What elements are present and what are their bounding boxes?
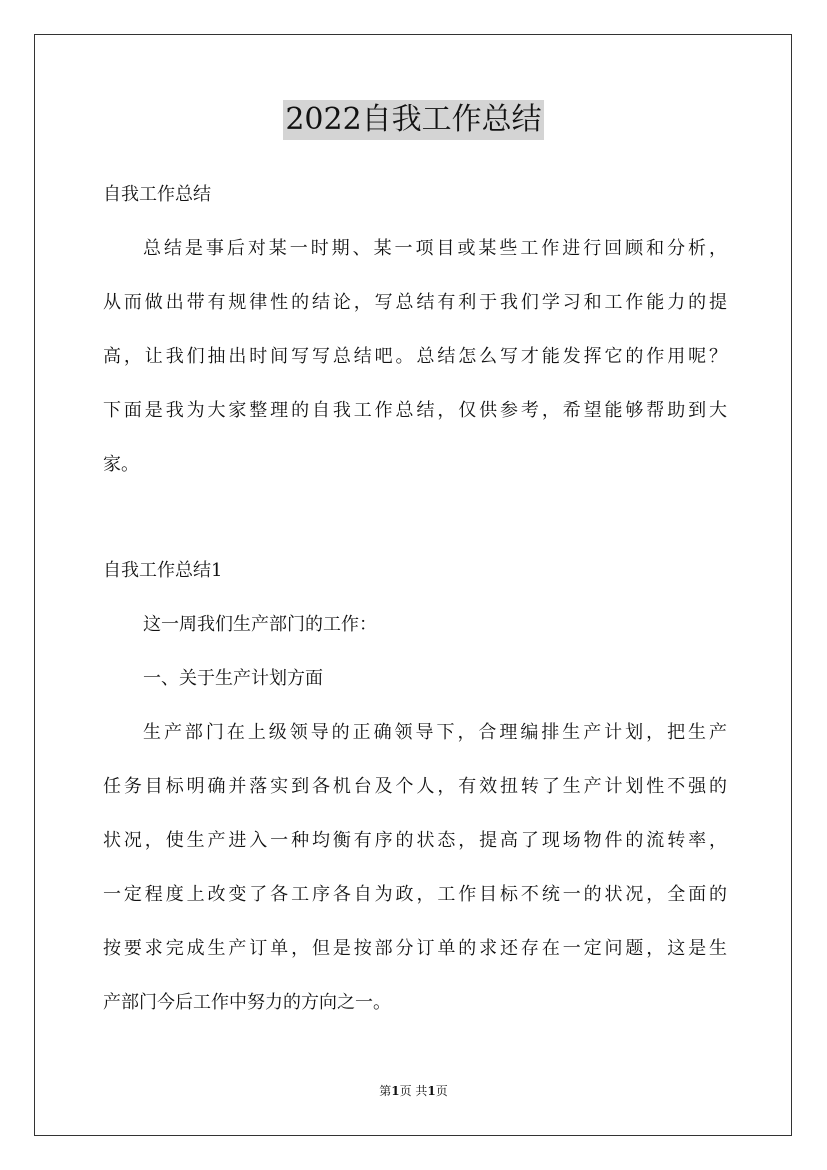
- intro-paragraph: [103, 228, 727, 486]
- title-container: [0, 100, 827, 140]
- footer-mid: 页 共: [399, 1084, 428, 1098]
- footer-total-pages: 1: [427, 1084, 436, 1098]
- intro-line: 高，让我们抽出时间写写总结吧。总结怎么写才能发挥它的作用呢？: [103, 346, 727, 367]
- section-paragraph: [103, 712, 727, 1024]
- document-body: [103, 174, 727, 1024]
- intro-line: 总结是事后对某一时期、某一项目或某些工作进行回顾和分析，: [143, 238, 727, 259]
- paragraph-line: 产部门今后工作中努力的方向之一。: [103, 992, 391, 1013]
- paragraph-line: 一定程度上改变了各工序各自为政，工作目标不统一的状况，全面的: [103, 884, 727, 905]
- subtitle: 自我工作总结: [103, 184, 211, 205]
- section-heading: 自我工作总结1: [103, 560, 223, 581]
- section-lead: 这一周我们生产部门的工作：: [143, 614, 377, 635]
- paragraph-line: 生产部门在上级领导的正确领导下，合理编排生产计划，把生产: [143, 722, 727, 743]
- footer-prefix: 第: [379, 1084, 392, 1098]
- intro-line: 家。: [103, 454, 139, 475]
- document-title: 2022自我工作总结: [283, 100, 543, 140]
- section-item-heading: 一、关于生产计划方面: [143, 668, 323, 689]
- intro-line: 从而做出带有规律性的结论，写总结有利于我们学习和工作能力的提: [103, 292, 727, 313]
- paragraph-line: 按要求完成生产订单，但是按部分订单的求还存在一定问题，这是生: [103, 938, 727, 959]
- paragraph-line: 任务目标明确并落实到各机台及个人，有效扭转了生产计划性不强的: [103, 776, 727, 797]
- footer-suffix: 页: [435, 1084, 448, 1098]
- paragraph-line: 状况，使生产进入一种均衡有序的状态，提高了现场物件的流转率，: [103, 830, 727, 851]
- page-footer: [0, 1082, 827, 1100]
- footer-page-number: 1: [391, 1084, 400, 1098]
- intro-line: 下面是我为大家整理的自我工作总结，仅供参考，希望能够帮助到大: [103, 400, 727, 421]
